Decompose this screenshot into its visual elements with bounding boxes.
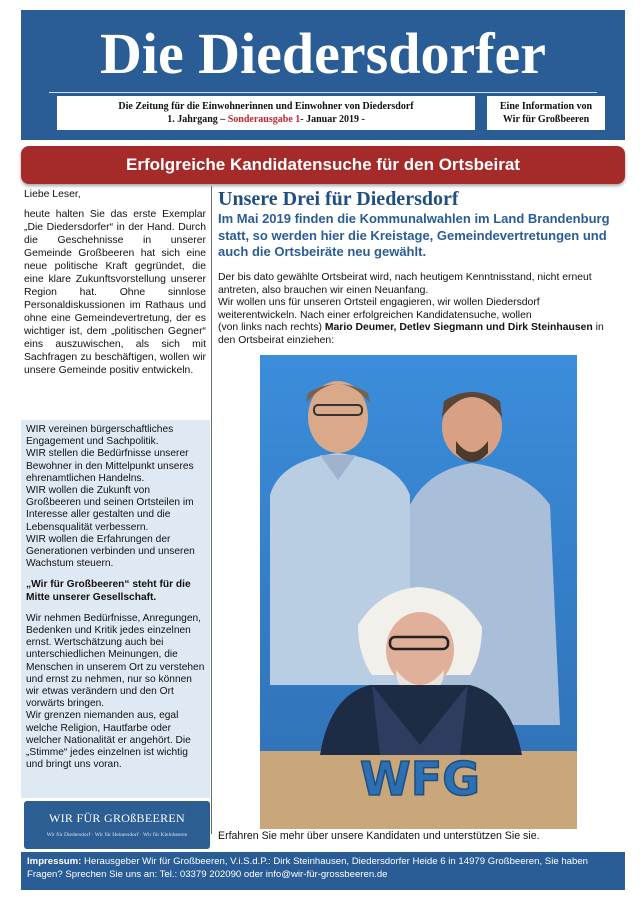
photo-caption: Erfahren Sie mehr über unsere Kandidaten und unterstützen Sie sie. bbox=[218, 830, 540, 842]
values-paragraph: WIR stellen die Bedürfnisse unserer Bewohner in den Mittelpunkt unseres ehrenamtlichen Handelns. bbox=[26, 448, 194, 484]
candidate-names: Mario Deumer, Detlev Siegmann und Dirk Steinhausen bbox=[324, 322, 593, 334]
candidates-photo bbox=[260, 355, 577, 829]
impressum-label: Impressum: bbox=[27, 856, 82, 867]
article-text: in den Ortsbeirat einziehen: bbox=[218, 322, 604, 346]
values-paragraph: WIR wollen die Erfahrungen der Generationen verbinden und unseren Wachstum steuern. bbox=[26, 533, 195, 570]
article-paragraph: Der bis dato gewählte Ortsbeirat wird, nach heutigem Kenntnisstand, nicht erneut antreten, also brauchen wir einen Neuanfang. bbox=[218, 272, 592, 296]
wfg-logo bbox=[24, 801, 210, 849]
wfg-sign: WFG bbox=[360, 752, 480, 806]
publisher-info-line1: Eine Information von bbox=[499, 101, 593, 112]
article-lead: Im Mai 2019 finden die Kommunalwahlen im Land Brandenburg statt, so werden hier die Kreistage, Gemeindevertretungen und auch die Ortsbeiräte neu gewählt. bbox=[218, 211, 610, 259]
subtitle-special-issue: Sonderausgabe 1 bbox=[227, 114, 301, 125]
publisher-info-line2: Wir für Großbeeren bbox=[502, 114, 590, 125]
publisher-info-box bbox=[487, 96, 605, 130]
column-divider bbox=[211, 186, 212, 834]
subtitle-line1: Die Zeitung für die Einwohnerinnen und Einwohner von Diedersdorf bbox=[118, 101, 414, 112]
article-paragraph bbox=[218, 322, 618, 347]
article-text: (von links nach rechts) bbox=[218, 322, 325, 334]
subtitle-edition: 1. Jahrgang – bbox=[167, 114, 228, 125]
subtitle-line2 bbox=[57, 113, 475, 126]
candidates-photo-illustration bbox=[260, 355, 577, 829]
impressum-footer bbox=[21, 852, 625, 890]
greeting: Liebe Leser, bbox=[24, 189, 81, 200]
impressum-email[interactable]: info@wir-für-grossbeeren.de bbox=[265, 869, 388, 880]
logo-subtext: Wir für Diedersdorf · Wir für Heinersdorf · Wir für Kleinbeeren bbox=[46, 832, 188, 838]
newspaper-title: Die Diedersdorfer bbox=[99, 21, 547, 86]
logo-text: WIR FÜR GROßBEEREN bbox=[48, 811, 186, 825]
intro-paragraph: heute halten Sie das erste Exemplar „Die Diedersdorfer“ in der Hand. Durch die Geschehnisse in unserer Gemeinde Großbeeren hat sich eine neue politische Kraft gegründet, die eine klare Zukunftsvorstellung unserer Region hat. Ohne sinnlose Personaldiskussionen im Rathaus und ohne eine Gemeindevertretung, der es wichtiger ist, dem „politischen Gegner“ eins auszuwischen, als sich mit Sachfragen zu beschäftigen, wollen wir unsere Gemeinde positiv entwickeln. bbox=[24, 209, 206, 376]
impressum-text: Herausgeber Wir für Großbeeren, V.i.S.d.P.: Dirk Steinhausen, Diedersdorfer Heide 6 in 14979 Großbeeren, Sie haben Fragen? Sprechen Sie uns an: Tel.: 03379 202090 oder bbox=[27, 856, 589, 880]
subtitle-date: - Januar 2019 - bbox=[300, 114, 365, 125]
masthead-divider bbox=[49, 92, 597, 93]
values-paragraph: WIR wollen die Zukunft von Großbeeren und seinen Ortsteilen im Interesse aller gestalten und die Lebensqualität verbessern. bbox=[26, 485, 194, 533]
article-paragraph: Wir wollen uns für unseren Ortsteil engagieren, wir wollen Diedersdorf weiterentwickeln. Nach einer erfolgreichen Kandidatensuche, wollen bbox=[218, 297, 540, 321]
mitte-paragraph: Wir nehmen Bedürfnisse, Anregungen, Bedenken und Kritik jedes einzelnen ernst. Wertschätzung auch bei unterschiedlichen Meinungen, die Menschen in unserem Ort zu verstehen und ernst zu nehmen, nur so können wir etwas verändern und den Ort vorwärts bringen. Wir grenzen niemanden aus, egal welche Religion, Hautfarbe oder welcher Nationalität er angehört. Die „Stimme“ jedes einzelnen ist wichtig und bringt uns voran. bbox=[26, 612, 205, 771]
article-body bbox=[218, 272, 618, 348]
masthead bbox=[21, 10, 625, 140]
article-headline: Unsere Drei für Diedersdorf bbox=[218, 188, 459, 210]
left-column-intro bbox=[24, 188, 206, 377]
section-banner: Erfolgreiche Kandidatensuche für den Ortsbeirat bbox=[21, 146, 625, 184]
values-box-text bbox=[26, 424, 206, 771]
mitte-heading: „Wir für Großbeeren“ steht für die Mitte unserer Gesellschaft. bbox=[26, 579, 191, 603]
subtitle-box bbox=[57, 96, 475, 130]
values-paragraph: WIR vereinen bürgerschaftliches Engagement und Sachpolitik. bbox=[26, 424, 174, 448]
